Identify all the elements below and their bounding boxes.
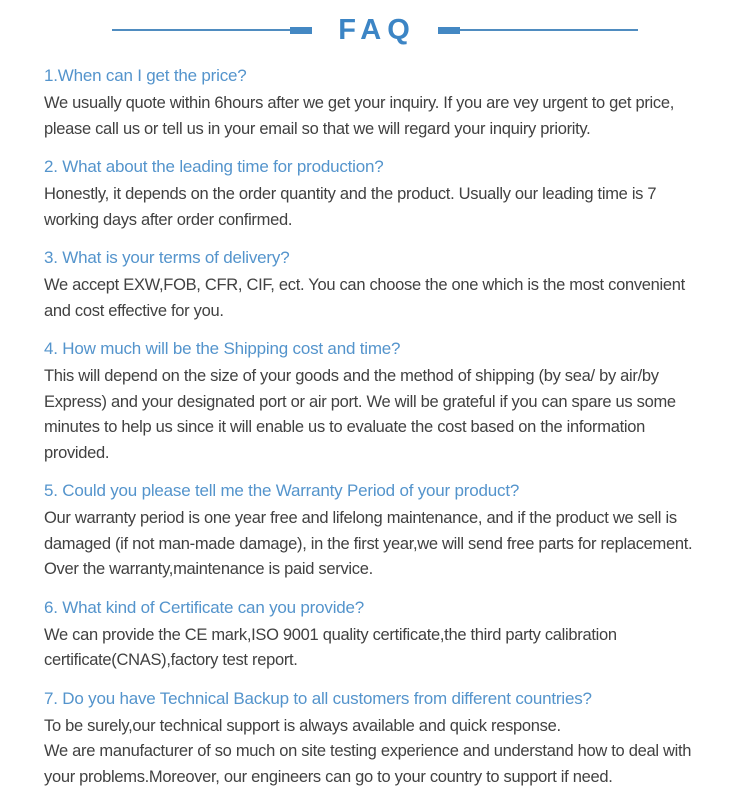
faq-answer-1: We usually quote within 6hours after we get your inquiry. If you are vey urgent to get price, please call us or tell us in your email so that we will regard your inquiry priority. xyxy=(44,94,675,138)
faq-answer-3: We accept EXW,FOB, CFR, CIF, ect. You can choose the one which is the most convenient and cost effective for you. xyxy=(44,276,685,320)
faq-answer-7-p2: We are manufacturer of so much on site testing experience and understand how to deal with your problems.Moreover, our engineers can go to your country to support if need. xyxy=(44,742,692,786)
faq-item-7 xyxy=(44,686,710,791)
header-line-left xyxy=(112,29,290,31)
header-line-right xyxy=(460,29,638,31)
faq-item-3 xyxy=(44,245,710,324)
faq-item-2 xyxy=(44,154,710,233)
faq-question-5: 5. Could you please tell me the Warranty Period of your product? xyxy=(44,481,520,500)
faq-answer-5-p2: Over the warranty,maintenance is paid service. xyxy=(44,560,373,578)
faq-header xyxy=(0,0,750,47)
faq-list xyxy=(0,47,750,790)
faq-question-7: 7. Do you have Technical Backup to all customers from different countries? xyxy=(44,688,592,708)
faq-question-4: 4. How much will be the Shipping cost and time? xyxy=(44,339,401,358)
faq-answer-2: Honestly, it depends on the order quantity and the product. Usually our leading time is 7 working days after order confirmed. xyxy=(44,185,657,229)
faq-question-6: 6. What kind of Certificate can you provide? xyxy=(44,597,365,617)
faq-question-1: 1.When can I get the price? xyxy=(44,66,247,85)
faq-answer-5-p1: Our warranty period is one year free and lifelong maintenance, and if the product we sell is damaged (if not man-made damage), in the first year,we will send free parts for replacement. xyxy=(44,509,693,553)
faq-item-6 xyxy=(44,595,710,674)
faq-answer-4: This will depend on the size of your goods and the method of shipping (by sea/ by air/by Express) and your designated port or air port. We will be grateful if you can spare us some minutes to help us since it will enable us to evaluate the cost based on the information provided. xyxy=(44,367,676,462)
header-dash-right xyxy=(438,27,460,34)
header-dash-left xyxy=(290,27,312,34)
faq-answer-6: We can provide the CE mark,ISO 9001 quality certificate,the third party calibration certificate(CNAS),factory test report. xyxy=(44,625,617,669)
faq-answer-7-p1: To be surely,our technical support is always available and quick response. xyxy=(44,716,561,735)
page-title: FAQ xyxy=(338,14,416,46)
faq-item-5 xyxy=(44,478,710,583)
faq-question-2: 2. What about the leading time for production? xyxy=(44,157,384,176)
faq-question-3: 3. What is your terms of delivery? xyxy=(44,248,290,267)
faq-item-4 xyxy=(44,336,710,466)
faq-item-1 xyxy=(44,63,710,142)
